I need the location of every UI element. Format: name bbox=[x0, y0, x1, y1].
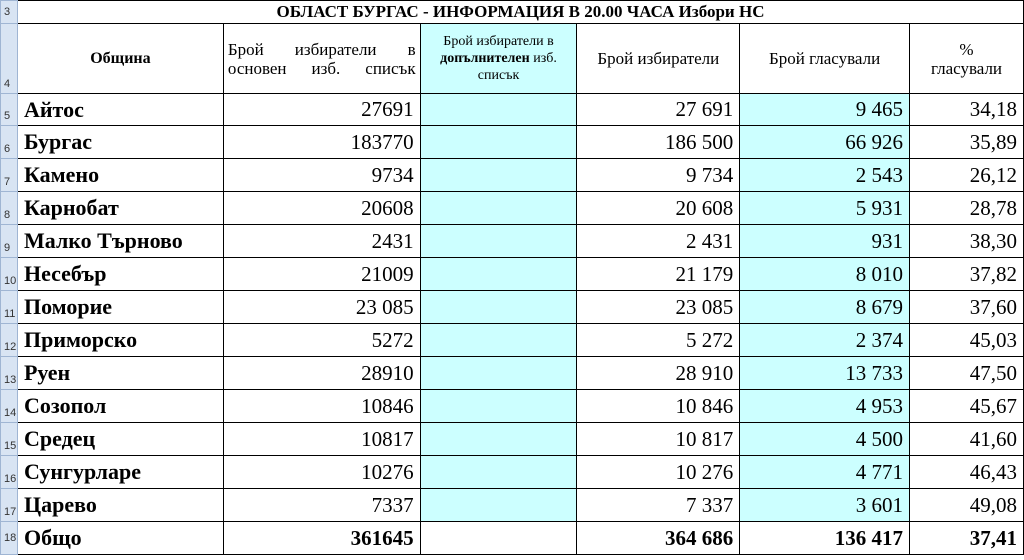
cell-municipality[interactable]: Несебър bbox=[17, 258, 223, 291]
cell-voters[interactable]: 7 337 bbox=[577, 489, 740, 522]
cell-municipality[interactable]: Айтос bbox=[17, 94, 223, 126]
cell-main-list[interactable]: 183770 bbox=[223, 126, 420, 159]
cell-voted[interactable]: 8 679 bbox=[740, 291, 910, 324]
cell-percent[interactable]: 34,18 bbox=[910, 94, 1024, 126]
table-row bbox=[1, 126, 1024, 159]
table-row bbox=[1, 489, 1024, 522]
row-header[interactable]: 8 bbox=[1, 192, 18, 225]
cell-main-list[interactable]: 2431 bbox=[223, 225, 420, 258]
cell-voted[interactable]: 3 601 bbox=[740, 489, 910, 522]
header-voted[interactable]: Брой гласували bbox=[740, 24, 910, 94]
cell-percent[interactable]: 45,03 bbox=[910, 324, 1024, 357]
cell-extra-list[interactable] bbox=[420, 192, 577, 225]
row-header[interactable]: 5 bbox=[1, 94, 18, 126]
cell-total-voted[interactable]: 136 417 bbox=[740, 522, 910, 555]
cell-total-percent[interactable]: 37,41 bbox=[910, 522, 1024, 555]
cell-extra-list[interactable] bbox=[420, 291, 577, 324]
cell-voters[interactable]: 9 734 bbox=[577, 159, 740, 192]
cell-voters[interactable]: 27 691 bbox=[577, 94, 740, 126]
cell-voters[interactable]: 5 272 bbox=[577, 324, 740, 357]
row-header[interactable]: 15 bbox=[1, 423, 18, 456]
cell-total-extra-list[interactable] bbox=[420, 522, 577, 555]
cell-extra-list[interactable] bbox=[420, 159, 577, 192]
cell-voted[interactable]: 9 465 bbox=[740, 94, 910, 126]
header-extra-list-rest: изб. bbox=[529, 51, 557, 66]
cell-voted[interactable]: 4 500 bbox=[740, 423, 910, 456]
cell-percent[interactable]: 49,08 bbox=[910, 489, 1024, 522]
cell-main-list[interactable]: 10846 bbox=[223, 390, 420, 423]
header-extra-list-line1: Брой избиратели в bbox=[443, 34, 554, 49]
table-row bbox=[1, 94, 1024, 126]
cell-total-main-list[interactable]: 361645 bbox=[223, 522, 420, 555]
cell-extra-list[interactable] bbox=[420, 456, 577, 489]
table-row bbox=[1, 423, 1024, 456]
cell-percent[interactable]: 35,89 bbox=[910, 126, 1024, 159]
cell-main-list[interactable]: 23 085 bbox=[223, 291, 420, 324]
cell-percent[interactable]: 37,82 bbox=[910, 258, 1024, 291]
row-header[interactable]: 12 bbox=[1, 324, 18, 357]
cell-voted[interactable]: 13 733 bbox=[740, 357, 910, 390]
header-extra-list-bold: допълнителен bbox=[440, 51, 530, 66]
cell-extra-list[interactable] bbox=[420, 489, 577, 522]
cell-extra-list[interactable] bbox=[420, 390, 577, 423]
row-header[interactable]: 17 bbox=[1, 489, 18, 522]
cell-percent[interactable]: 41,60 bbox=[910, 423, 1024, 456]
cell-municipality[interactable]: Поморие bbox=[17, 291, 223, 324]
cell-voted[interactable]: 4 771 bbox=[740, 456, 910, 489]
row-header[interactable]: 9 bbox=[1, 225, 18, 258]
row-header[interactable]: 6 bbox=[1, 126, 18, 159]
cell-total-voters[interactable]: 364 686 bbox=[577, 522, 740, 555]
header-municipality[interactable]: Община bbox=[17, 24, 223, 94]
cell-voted[interactable]: 4 953 bbox=[740, 390, 910, 423]
row-header[interactable]: 7 bbox=[1, 159, 18, 192]
header-main-list-line1: Брой избиратели в bbox=[227, 39, 416, 59]
table-row bbox=[1, 192, 1024, 225]
cell-voted[interactable]: 2 374 bbox=[740, 324, 910, 357]
table-row bbox=[1, 390, 1024, 423]
row-header[interactable]: 13 bbox=[1, 357, 18, 390]
row-header[interactable]: 10 bbox=[1, 258, 18, 291]
row-header[interactable]: 4 bbox=[1, 24, 18, 94]
cell-voters[interactable]: 20 608 bbox=[577, 192, 740, 225]
cell-percent[interactable]: 38,30 bbox=[910, 225, 1024, 258]
cell-municipality[interactable]: Сунгурларе bbox=[17, 456, 223, 489]
cell-voted[interactable]: 66 926 bbox=[740, 126, 910, 159]
cell-voters[interactable]: 186 500 bbox=[577, 126, 740, 159]
header-percent[interactable] bbox=[910, 24, 1024, 94]
table-row bbox=[1, 456, 1024, 489]
cell-voted[interactable]: 2 543 bbox=[740, 159, 910, 192]
cell-municipality[interactable]: Царево bbox=[17, 489, 223, 522]
cell-main-list[interactable]: 10817 bbox=[223, 423, 420, 456]
header-percent-label: гласували bbox=[930, 58, 1003, 78]
header-extra-list-line2 bbox=[423, 50, 575, 67]
cell-extra-list[interactable] bbox=[420, 357, 577, 390]
cell-municipality[interactable]: Камено bbox=[17, 159, 223, 192]
table-row bbox=[1, 225, 1024, 258]
table-row bbox=[1, 291, 1024, 324]
cell-percent[interactable]: 45,67 bbox=[910, 390, 1024, 423]
cell-total-label[interactable]: Общо bbox=[17, 522, 223, 555]
cell-municipality[interactable]: Руен bbox=[17, 357, 223, 390]
cell-percent[interactable]: 47,50 bbox=[910, 357, 1024, 390]
cell-municipality[interactable]: Карнобат bbox=[17, 192, 223, 225]
cell-municipality[interactable]: Средец bbox=[17, 423, 223, 456]
cell-main-list[interactable]: 28910 bbox=[223, 357, 420, 390]
row-header[interactable]: 16 bbox=[1, 456, 18, 489]
cell-voters[interactable]: 21 179 bbox=[577, 258, 740, 291]
sheet-title[interactable]: ОБЛАСТ БУРГАС - ИНФОРМАЦИЯ В 20.00 ЧАСА Избори НС bbox=[17, 1, 1023, 24]
cell-extra-list[interactable] bbox=[420, 126, 577, 159]
cell-extra-list[interactable] bbox=[420, 324, 577, 357]
row-header[interactable]: 14 bbox=[1, 390, 18, 423]
cell-municipality[interactable]: Бургас bbox=[17, 126, 223, 159]
cell-main-list[interactable]: 10276 bbox=[223, 456, 420, 489]
cell-percent[interactable]: 26,12 bbox=[910, 159, 1024, 192]
cell-municipality[interactable]: Приморско bbox=[17, 324, 223, 357]
cell-main-list[interactable]: 5272 bbox=[223, 324, 420, 357]
total-row bbox=[1, 522, 1024, 555]
cell-voted[interactable]: 5 931 bbox=[740, 192, 910, 225]
cell-voters[interactable]: 2 431 bbox=[577, 225, 740, 258]
table-row bbox=[1, 258, 1024, 291]
row-header[interactable]: 3 bbox=[1, 1, 18, 24]
cell-voted[interactable]: 8 010 bbox=[740, 258, 910, 291]
cell-main-list[interactable]: 21009 bbox=[223, 258, 420, 291]
cell-percent[interactable]: 46,43 bbox=[910, 456, 1024, 489]
table-row bbox=[1, 357, 1024, 390]
cell-main-list[interactable]: 27691 bbox=[223, 94, 420, 126]
cell-percent[interactable]: 28,78 bbox=[910, 192, 1024, 225]
table-row bbox=[1, 324, 1024, 357]
cell-main-list[interactable]: 7337 bbox=[223, 489, 420, 522]
cell-extra-list[interactable] bbox=[420, 423, 577, 456]
cell-voters[interactable]: 28 910 bbox=[577, 357, 740, 390]
cell-municipality[interactable]: Малко Търново bbox=[17, 225, 223, 258]
header-main-list[interactable] bbox=[223, 24, 420, 94]
row-header[interactable]: 18 bbox=[1, 522, 18, 555]
row-header[interactable]: 11 bbox=[1, 291, 18, 324]
cell-percent[interactable]: 37,60 bbox=[910, 291, 1024, 324]
cell-main-list[interactable]: 20608 bbox=[223, 192, 420, 225]
cell-extra-list[interactable] bbox=[420, 225, 577, 258]
cell-voted[interactable]: 931 bbox=[740, 225, 910, 258]
cell-main-list[interactable]: 9734 bbox=[223, 159, 420, 192]
cell-voters[interactable]: 23 085 bbox=[577, 291, 740, 324]
header-extra-list-line3: списък bbox=[477, 68, 520, 83]
table-row bbox=[1, 159, 1024, 192]
header-extra-list[interactable] bbox=[420, 24, 577, 94]
cell-extra-list[interactable] bbox=[420, 258, 577, 291]
cell-municipality[interactable]: Созопол bbox=[17, 390, 223, 423]
cell-extra-list[interactable] bbox=[420, 94, 577, 126]
cell-voters[interactable]: 10 276 bbox=[577, 456, 740, 489]
cell-voters[interactable]: 10 846 bbox=[577, 390, 740, 423]
cell-voters[interactable]: 10 817 bbox=[577, 423, 740, 456]
header-percent-sign: % bbox=[959, 39, 974, 59]
header-main-list-line2: основен изб. списък bbox=[227, 58, 416, 78]
header-voters[interactable]: Брой избиратели bbox=[577, 24, 740, 94]
